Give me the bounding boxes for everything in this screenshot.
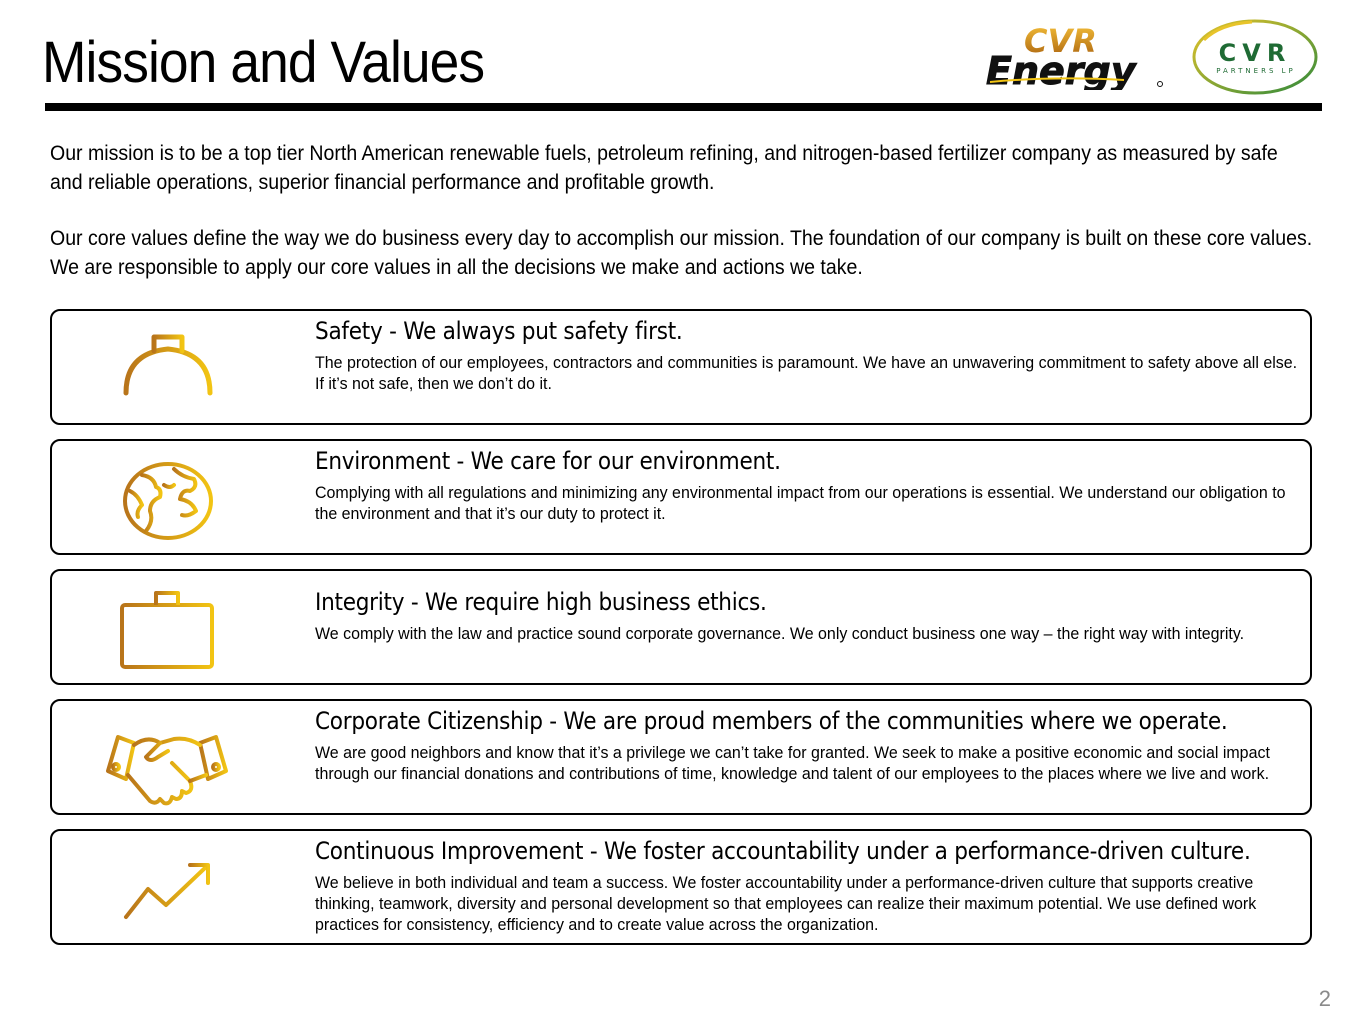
value-description: The protection of our employees, contractors and communities is paramount. We have an unwavering commitment to safety above all else. If it’s not safe, then we don’t do it.	[315, 353, 1298, 393]
cvr-partners-logo	[1190, 18, 1320, 96]
page-number: 2	[1318, 986, 1331, 1011]
svg-text:CVR: CVR	[1218, 39, 1292, 67]
value-card-environment	[50, 439, 1312, 555]
value-card-safety	[50, 309, 1312, 425]
svg-text:PARTNERS LP: PARTNERS LP	[1216, 67, 1296, 75]
value-card-integrity	[50, 569, 1312, 685]
value-heading: Integrity - We require high business ethics.	[315, 588, 767, 616]
value-card-continuous-improvement	[50, 829, 1312, 945]
title-divider	[45, 103, 1322, 111]
globe-icon	[102, 455, 232, 545]
core-values-statement: Our core values define the way we do business every day to accomplish our mission. The foundation of our company is built on these core values. We are responsible to apply our core values in all the decisions we make and actions we take.	[50, 227, 1313, 279]
hard-hat-icon	[102, 325, 232, 415]
value-heading: Environment - We care for our environment.	[315, 447, 781, 475]
value-card-corporate-citizenship	[50, 699, 1312, 815]
value-description: We believe in both individual and team a success. We foster accountability under a performance-driven culture that supports creative thinking, teamwork, diversity and personal development so that employees can realize their maximum potential. We use defined work practices for consistency, efficiency and to create value across the organization.	[315, 873, 1257, 934]
value-description: We are good neighbors and know that it’s a privilege we can’t take for granted. We seek to make a positive economic and social impact through our financial donations and contributions of time, knowledge and talent of our employees to the places where we live and work.	[315, 743, 1270, 783]
svg-text:CVR: CVR	[1024, 24, 1097, 60]
cvr-energy-logo	[984, 24, 1164, 90]
handshake-icon	[102, 715, 232, 805]
page-title: Mission and Values	[42, 30, 485, 95]
value-description: We comply with the law and practice sound corporate governance. We only conduct business one way – the right way with integrity.	[315, 624, 1245, 643]
value-heading: Continuous Improvement - We foster accountability under a performance-driven culture.	[315, 837, 1251, 865]
svg-text:Energy: Energy	[986, 49, 1136, 90]
mission-statement: Our mission is to be a top tier North American renewable fuels, petroleum refining, and nitrogen-based fertilizer company as measured by safe and reliable operations, superior financial performance and profitable growth.	[50, 142, 1278, 194]
value-description: Complying with all regulations and minimizing any environmental impact from our operations is essential. We understand our obligation to the environment and that it’s our duty to protect it.	[315, 483, 1286, 523]
value-heading: Safety - We always put safety first.	[315, 317, 683, 345]
briefcase-icon	[102, 585, 232, 675]
value-heading: Corporate Citizenship - We are proud members of the communities where we operate.	[315, 707, 1228, 735]
trend-up-icon	[102, 845, 232, 935]
